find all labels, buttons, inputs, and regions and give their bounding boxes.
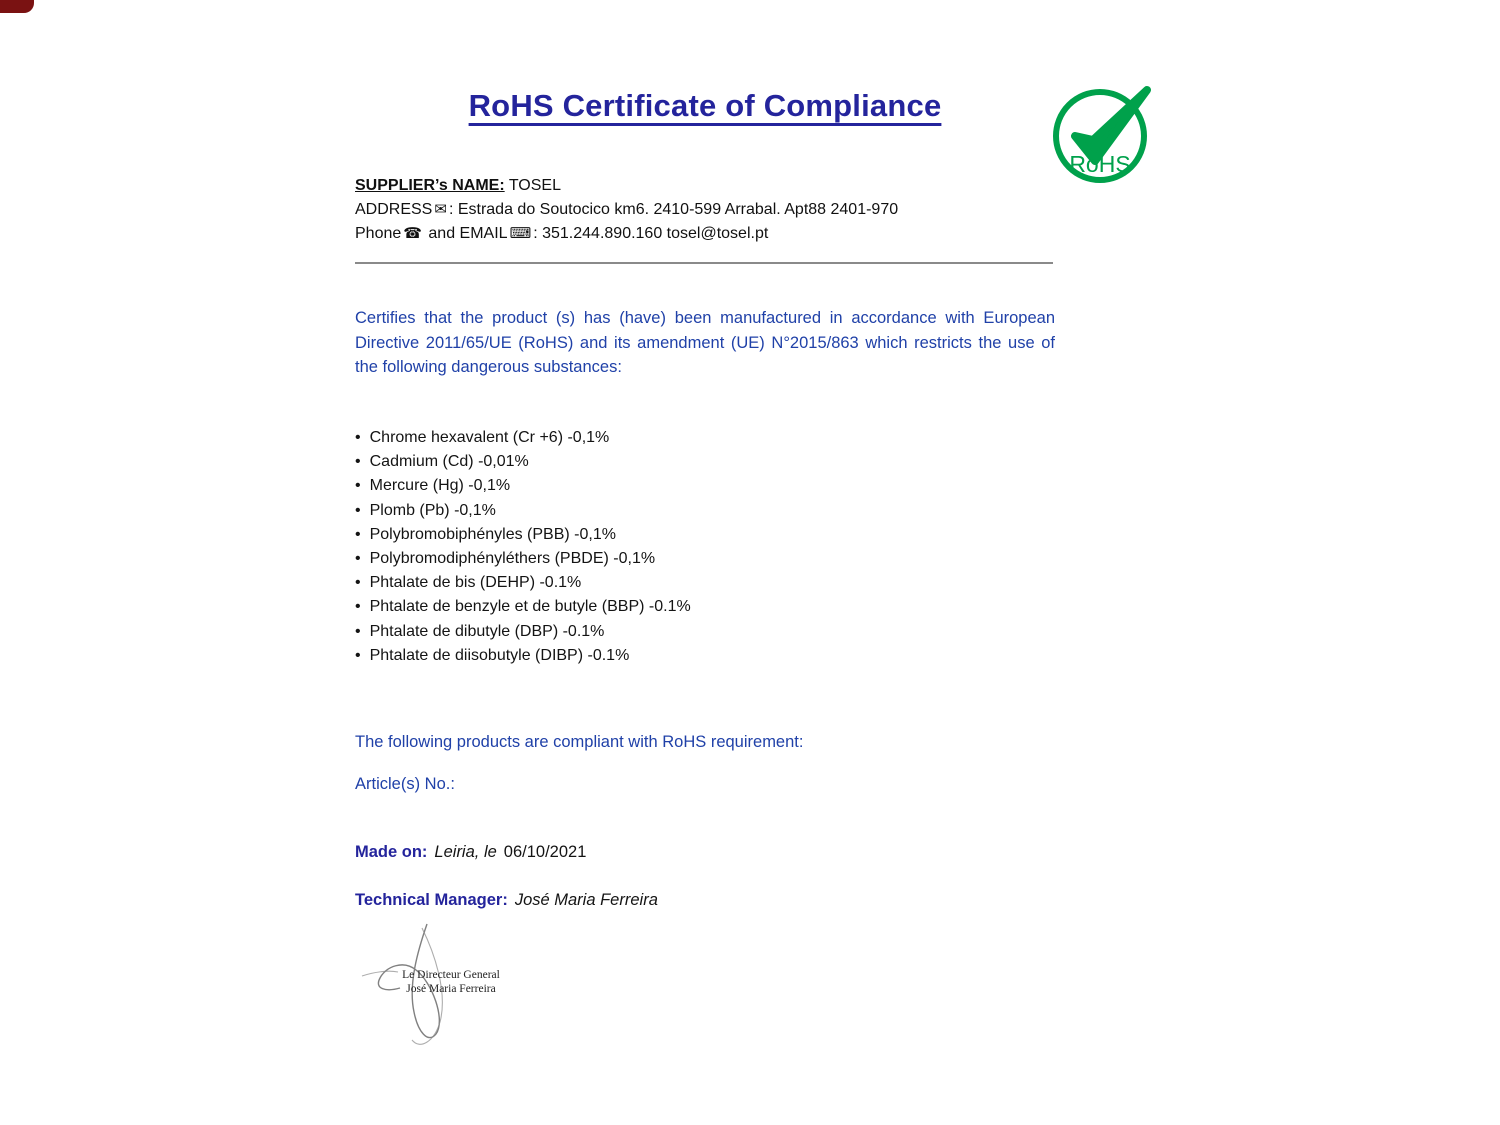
rohs-checkmark-icon	[1048, 78, 1158, 188]
made-on-date: 06/10/2021	[503, 843, 587, 861]
made-on-place: Leiria, le	[434, 843, 497, 861]
compliance-statement: The following products are compliant with RoHS requirement:	[355, 733, 804, 751]
list-item: • Mercure (Hg) -0,1%	[355, 474, 1055, 498]
computer-icon: ⌨	[509, 225, 532, 242]
supplier-name-line	[355, 174, 1075, 198]
list-item: • Phtalate de dibutyle (DBP) -0.1%	[355, 620, 1055, 644]
list-item: • Phtalate de diisobutyle (DIBP) -0.1%	[355, 644, 1055, 668]
list-item: • Polybromodiphényléthers (PBDE) -0,1%	[355, 547, 1055, 571]
supplier-contact-line	[355, 222, 1075, 246]
technical-manager-name: José Maria Ferreira	[514, 891, 658, 909]
technical-manager-label: Technical Manager:	[355, 891, 508, 909]
signature-text	[396, 968, 506, 996]
made-on-line	[355, 843, 1115, 862]
list-item: • Phtalate de benzyle et de butyle (BBP) -0.1%	[355, 595, 1055, 619]
signature-block	[352, 922, 612, 1052]
certification-statement: Certifies that the product (s) has (have) been manufactured in accordance with European Directive 2011/65/UE (RoHS) and its amendment (UE) N°2015/863 which restricts the use of the following dangerous substances:	[355, 309, 1055, 376]
address-value: : Estrada do Soutocico km6. 2410-599 Arrabal. Apt88 2401-970	[448, 201, 899, 218]
contact-value: : 351.244.890.160 tosel@tosel.pt	[533, 225, 769, 242]
page-title: RoHS Certificate of Compliance	[468, 88, 942, 123]
list-item: • Phtalate de bis (DEHP) -0.1%	[355, 571, 1055, 595]
substances-list	[355, 426, 1055, 668]
supplier-address-line	[355, 198, 1075, 222]
list-item: • Plomb (Pb) -0,1%	[355, 499, 1055, 523]
rohs-logo-label: RoHS	[1069, 151, 1131, 177]
address-label: ADDRESS	[355, 201, 433, 218]
scan-artifact-mark	[0, 0, 34, 13]
list-item: • Cadmium (Cd) -0,01%	[355, 450, 1055, 474]
supplier-name-label: SUPPLIER’s NAME:	[355, 177, 505, 194]
supplier-name-value: TOSEL	[504, 177, 561, 194]
rohs-logo	[1048, 78, 1158, 188]
article-number-label: Article(s) No.:	[355, 775, 455, 793]
envelope-icon: ✉	[434, 201, 447, 218]
signature-title: Le Directeur General	[402, 969, 500, 981]
supplier-block	[355, 174, 1075, 246]
technical-manager-line	[355, 891, 1115, 910]
list-item: • Polybromobiphényles (PBB) -0,1%	[355, 523, 1055, 547]
email-label: and EMAIL	[423, 225, 508, 242]
phone-label: Phone	[355, 225, 402, 242]
horizontal-divider	[355, 262, 1053, 264]
list-item: • Chrome hexavalent (Cr +6) -0,1%	[355, 426, 1055, 450]
phone-icon: ☎	[403, 225, 422, 242]
made-on-label: Made on:	[355, 843, 428, 861]
signature-name: José Maria Ferreira	[406, 983, 496, 995]
